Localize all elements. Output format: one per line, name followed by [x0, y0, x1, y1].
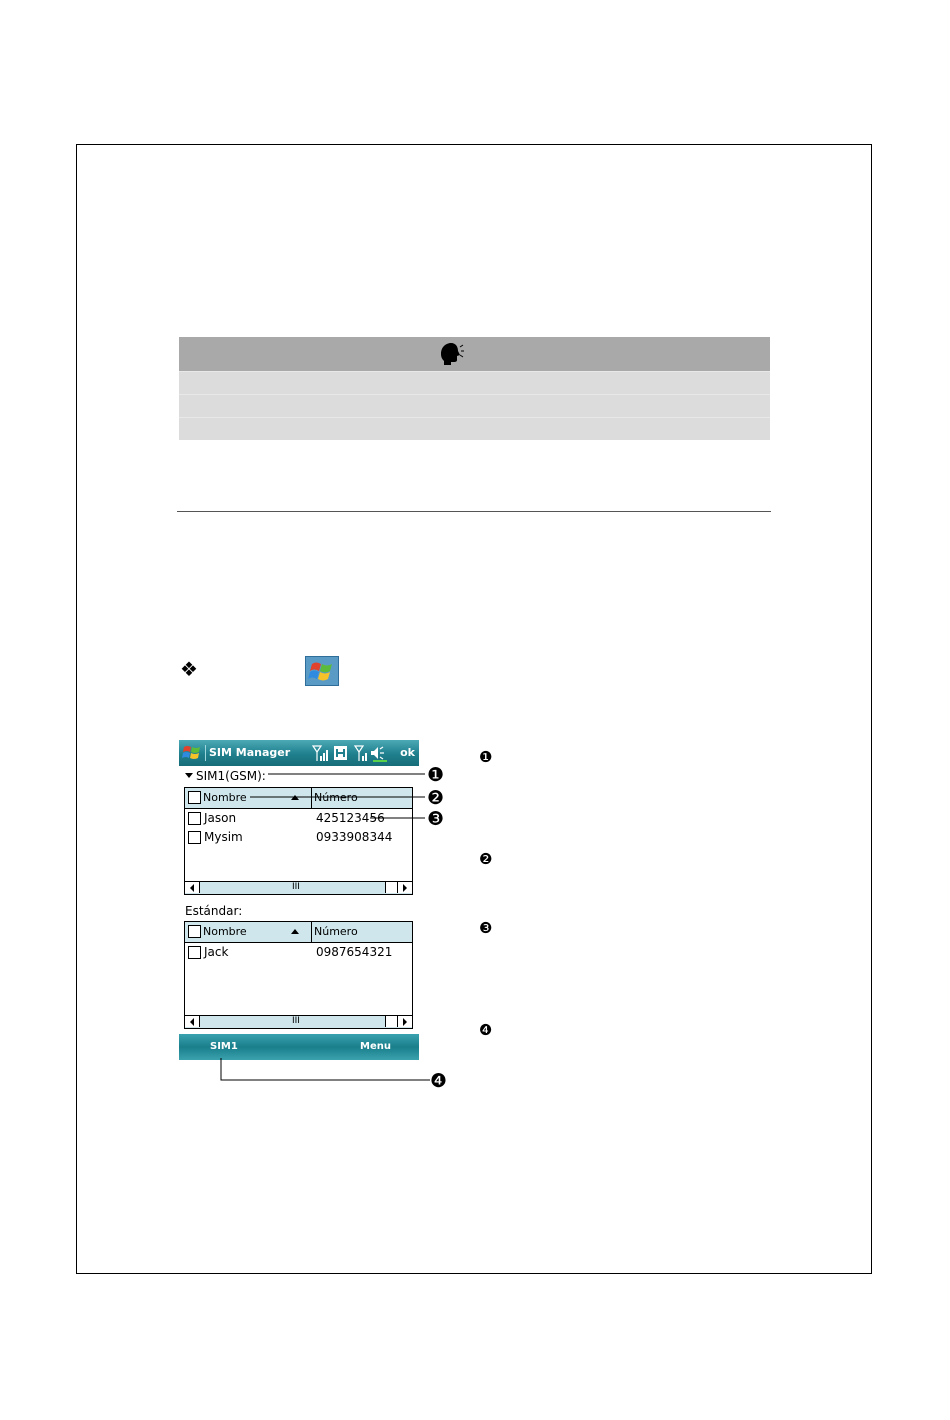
hsdpa-icon	[334, 746, 347, 760]
note-row	[179, 417, 770, 440]
arrow-right-icon	[403, 884, 407, 892]
section-divider	[177, 511, 771, 512]
horizontal-scrollbar[interactable]	[185, 1015, 412, 1028]
standard-group-label: Estándar:	[185, 904, 243, 918]
row-checkbox[interactable]	[188, 946, 201, 959]
sim-contact-list[interactable]	[184, 787, 413, 895]
sim-group-label: SIM1(GSM):	[196, 769, 266, 783]
scroll-left-button[interactable]	[185, 882, 200, 893]
note-table	[179, 337, 770, 440]
contact-name: Jack	[204, 945, 229, 959]
title-bar	[179, 740, 419, 766]
callout-marker-4: ❹	[430, 1070, 448, 1092]
list-header	[185, 788, 412, 809]
list-item[interactable]	[185, 944, 412, 962]
list-item[interactable]	[185, 810, 412, 828]
page-frame	[76, 144, 872, 1274]
select-all-checkbox[interactable]	[188, 925, 201, 938]
column-header-number[interactable]: Número	[314, 791, 358, 804]
row-checkbox[interactable]	[188, 831, 201, 844]
scroll-left-button[interactable]	[185, 1016, 200, 1027]
title-separator	[205, 745, 206, 761]
scroll-right-button[interactable]	[397, 1016, 412, 1027]
side-marker-4: ❹	[479, 1021, 493, 1039]
side-marker-3: ❸	[479, 919, 493, 937]
callout-marker-2: ❷	[427, 787, 445, 809]
note-header	[179, 337, 770, 371]
sim-manager-screenshot	[179, 740, 419, 1060]
column-header-number[interactable]: Número	[314, 925, 358, 938]
side-marker-2: ❷	[479, 850, 493, 868]
contact-name: Mysim	[204, 830, 243, 844]
row-checkbox[interactable]	[188, 812, 201, 825]
list-header	[185, 922, 412, 943]
scroll-right-button[interactable]	[397, 882, 412, 893]
side-marker-1: ❶	[479, 748, 493, 766]
column-divider[interactable]	[311, 922, 312, 942]
speaker-icon	[437, 341, 465, 367]
column-divider[interactable]	[311, 788, 312, 808]
menu-softkey[interactable]: Menu	[360, 1041, 391, 1052]
contact-name: Jason	[204, 811, 237, 825]
scroll-thumb[interactable]: III	[292, 1016, 300, 1026]
standard-contact-list[interactable]	[184, 921, 413, 1029]
note-row	[179, 371, 770, 394]
scroll-thumb[interactable]: III	[292, 882, 300, 892]
list-item[interactable]	[185, 829, 412, 847]
signal-icon	[355, 746, 367, 761]
sim1-softkey[interactable]: SIM1	[210, 1041, 238, 1052]
arrow-left-icon	[190, 1018, 194, 1026]
ok-button[interactable]: ok	[400, 746, 415, 759]
sort-ascending-icon	[291, 929, 299, 934]
contact-number: 0987654321	[316, 945, 393, 959]
sim-group-header[interactable]	[185, 769, 266, 783]
note-row	[179, 394, 770, 417]
contact-number: 425123456	[316, 811, 385, 825]
arrow-left-icon	[190, 884, 194, 892]
bullet-icon: ❖	[180, 657, 198, 681]
collapse-arrow-icon[interactable]	[185, 773, 193, 778]
windows-start-icon[interactable]	[182, 743, 202, 763]
column-header-name[interactable]: Nombre	[203, 791, 247, 804]
select-all-checkbox[interactable]	[188, 791, 201, 804]
volume-icon	[371, 747, 387, 762]
contact-number: 0933908344	[316, 830, 393, 844]
arrow-right-icon	[403, 1018, 407, 1026]
windows-start-icon	[305, 656, 339, 686]
callout-marker-3: ❸	[427, 808, 445, 830]
column-header-name[interactable]: Nombre	[203, 925, 247, 938]
signal-icon	[313, 746, 328, 761]
horizontal-scrollbar[interactable]	[185, 881, 412, 894]
sort-ascending-icon	[291, 795, 299, 800]
app-title: SIM Manager	[209, 746, 291, 759]
callout-marker-1: ❶	[427, 764, 445, 786]
softkey-bar	[179, 1034, 419, 1060]
